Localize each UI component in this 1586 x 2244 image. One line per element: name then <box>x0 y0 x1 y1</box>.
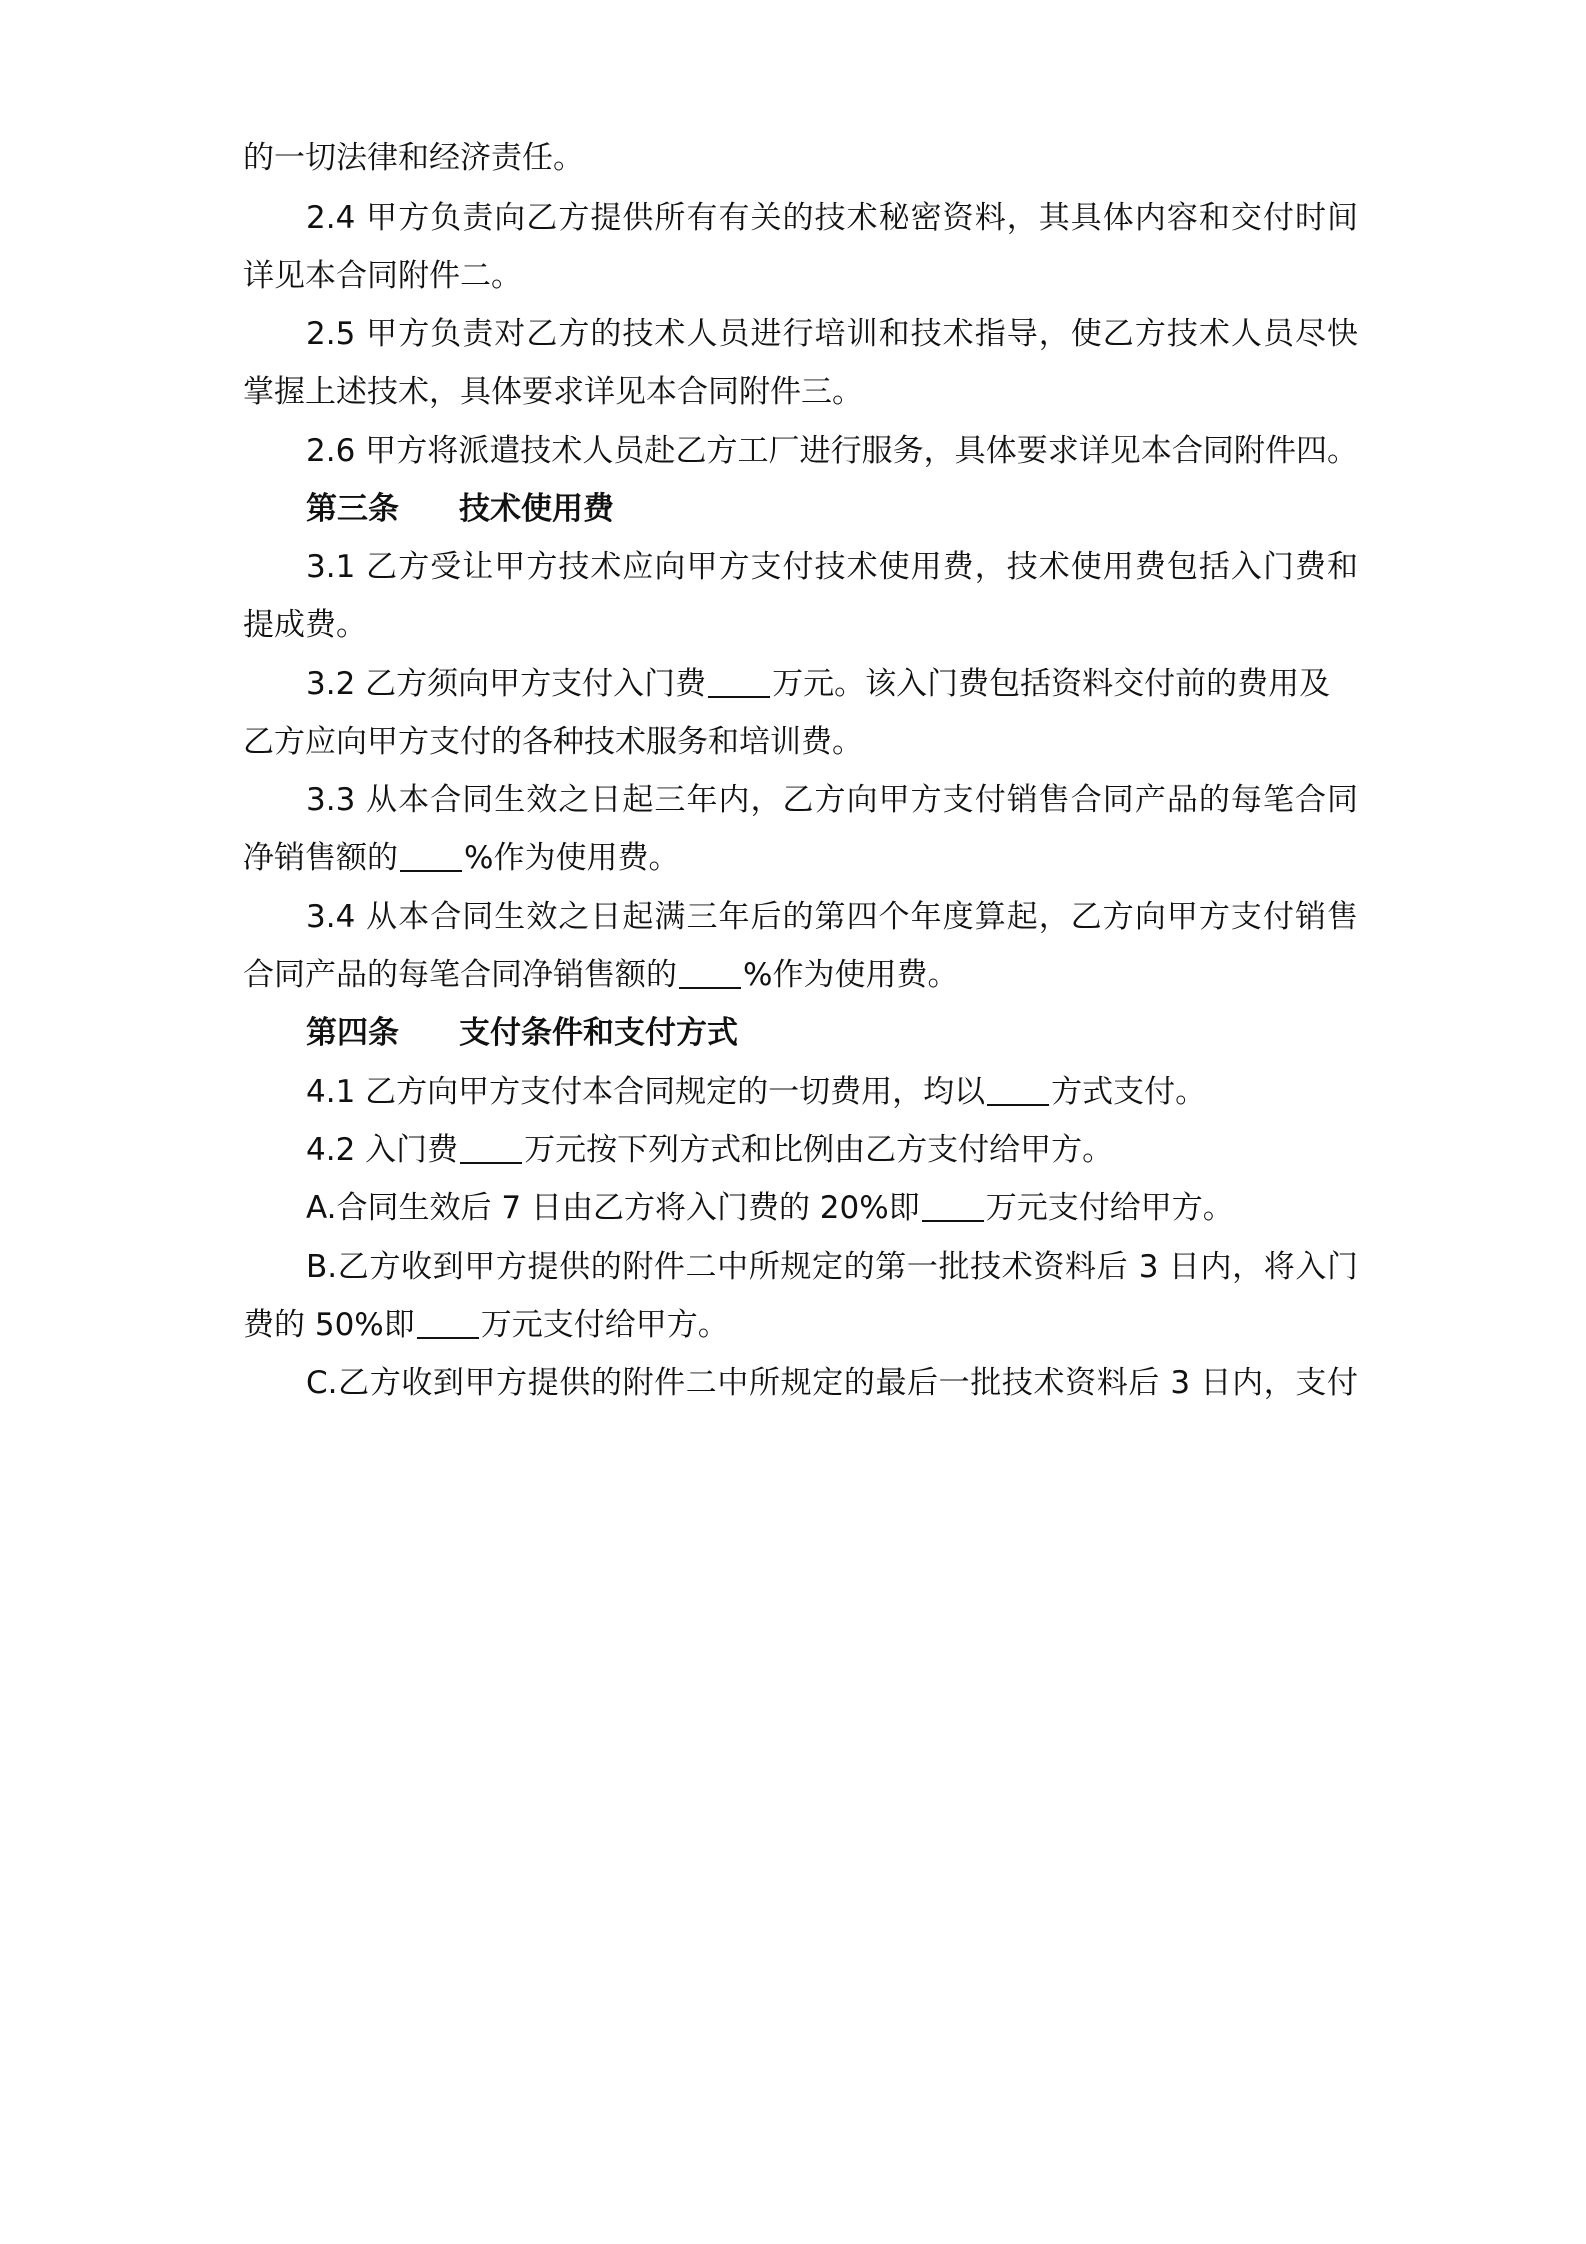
clause-3-3-text-b: %作为使用费。 <box>464 840 680 876</box>
article-3-number: 第三条 <box>306 491 399 527</box>
item-a-text-b: 万元支付给甲方。 <box>985 1190 1234 1226</box>
clause-3-1-line-1: 3.1 乙方受让甲方技术应向甲方支付技术使用费，技术使用费包括入门费和 <box>306 549 1358 585</box>
article-4-title: 支付条件和支付方式 <box>459 1015 738 1051</box>
clause-3-4-text-a: 合同产品的每笔合同净销售额的 <box>243 957 677 993</box>
clause-4-1-text-b: 方式支付。 <box>1051 1074 1207 1110</box>
clause-3-1-line-2: 提成费。 <box>243 607 367 643</box>
clause-3-4-line-2 <box>243 945 1358 1005</box>
entrance-fee-blank <box>708 668 770 698</box>
clause-3-3-line-2 <box>243 828 1358 888</box>
clause-3-2-text-b: 万元。该入门费包括资料交付前的费用及 <box>772 666 1331 702</box>
clause-4-2-text-b: 万元按下列方式和比例由乙方支付给甲方。 <box>524 1132 1114 1168</box>
clause-2-5-line-2: 掌握上述技术，具体要求详见本合同附件三。 <box>243 374 863 410</box>
article-4-heading <box>306 1003 1358 1063</box>
clause-2-6-line: 2.6 甲方将派遣技术人员赴乙方工厂进行服务，具体要求详见本合同附件四。 <box>306 433 1358 469</box>
second-installment-blank <box>417 1309 479 1339</box>
royalty-rate-blank-2 <box>679 959 741 989</box>
clause-2-5-line-1: 2.5 甲方负责对乙方的技术人员进行培训和技术指导，使乙方技术人员尽快 <box>306 316 1358 352</box>
item-b-text-a: 费的 50%即 <box>243 1307 415 1343</box>
clause-3-4-text-b: %作为使用费。 <box>743 957 959 993</box>
item-a-line <box>306 1178 1358 1238</box>
clause-4-2-line <box>306 1120 1358 1180</box>
article-3-title: 技术使用费 <box>459 491 614 527</box>
clause-3-3-text-a: 净销售额的 <box>243 840 398 876</box>
clause-4-1-text-a: 4.1 乙方向甲方支付本合同规定的一切费用，均以 <box>306 1074 986 1110</box>
clause-4-1-line <box>306 1062 1358 1122</box>
clause-3-4-line-1: 3.4 从本合同生效之日起满三年后的第四个年度算起，乙方向甲方支付销售 <box>306 899 1358 935</box>
clause-4-2-text-a: 4.2 入门费 <box>306 1132 459 1168</box>
clause-3-3-line-1: 3.3 从本合同生效之日起三年内，乙方向甲方支付销售合同产品的每笔合同 <box>306 782 1358 818</box>
item-b-line-2 <box>243 1295 1358 1355</box>
first-installment-blank <box>922 1192 984 1222</box>
clause-3-2-text-a: 3.2 乙方须向甲方支付入门费 <box>306 666 707 702</box>
entrance-fee-total-blank <box>460 1134 522 1164</box>
clause-2-4-line-1: 2.4 甲方负责向乙方提供所有有关的技术秘密资料，其具体内容和交付时间 <box>306 200 1358 236</box>
item-b-line-1: B.乙方收到甲方提供的附件二中所规定的第一批技术资料后 3 日内，将入门 <box>306 1249 1358 1285</box>
article-3-heading <box>306 479 1358 539</box>
clause-3-2-line-1 <box>306 654 1358 714</box>
item-c-line-1: C.乙方收到甲方提供的附件二中所规定的最后一批技术资料后 3 日内，支付 <box>306 1365 1358 1401</box>
article-4-number: 第四条 <box>306 1015 399 1051</box>
clause-2-4-line-2: 详见本合同附件二。 <box>243 258 522 294</box>
item-b-text-b: 万元支付给甲方。 <box>480 1307 729 1343</box>
clause-3-2-line-2: 乙方应向甲方支付的各种技术服务和培训费。 <box>243 724 863 760</box>
payment-method-blank <box>987 1076 1049 1106</box>
item-a-text-a: A.合同生效后 7 日由乙方将入门费的 20%即 <box>306 1190 920 1226</box>
royalty-rate-blank-1 <box>400 842 462 872</box>
text-line-continuation: 的一切法律和经济责任。 <box>243 140 584 176</box>
